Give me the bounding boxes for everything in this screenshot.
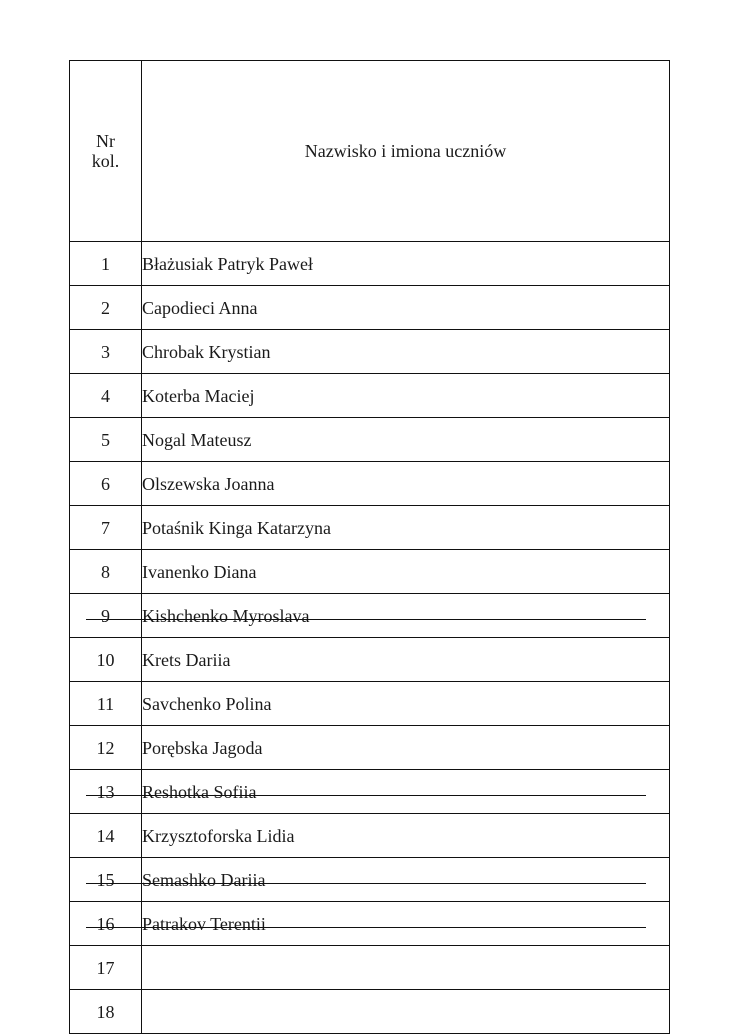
table-row xyxy=(70,374,670,418)
row-number: 2 xyxy=(70,286,142,330)
row-number: 10 xyxy=(70,638,142,682)
student-name: Reshotka Sofiia xyxy=(142,770,670,814)
table-row xyxy=(70,330,670,374)
row-number: 8 xyxy=(70,550,142,594)
row-number: 16 xyxy=(70,902,142,946)
row-number: 12 xyxy=(70,726,142,770)
nr-header-line-1: Nr xyxy=(96,131,115,151)
row-number: 3 xyxy=(70,330,142,374)
row-number: 17 xyxy=(70,946,142,990)
nr-header-line-2: kol. xyxy=(91,151,120,171)
student-roster-table xyxy=(69,60,670,1034)
student-name: Błażusiak Patryk Paweł xyxy=(142,242,670,286)
table-row xyxy=(70,990,670,1034)
table-row xyxy=(70,638,670,682)
student-name: Ivanenko Diana xyxy=(142,550,670,594)
table-row xyxy=(70,858,670,902)
student-name: Chrobak Krystian xyxy=(142,330,670,374)
student-name: Capodieci Anna xyxy=(142,286,670,330)
row-number: 1 xyxy=(70,242,142,286)
row-number: 9 xyxy=(70,594,142,638)
table-row xyxy=(70,770,670,814)
table-row xyxy=(70,286,670,330)
table-row xyxy=(70,902,670,946)
table-row xyxy=(70,418,670,462)
nr-column-header xyxy=(70,61,142,242)
table-row xyxy=(70,594,670,638)
student-name: Semashko Dariia xyxy=(142,858,670,902)
row-number: 7 xyxy=(70,506,142,550)
table-header-row xyxy=(70,61,670,242)
row-number: 18 xyxy=(70,990,142,1034)
student-name: Krzysztoforska Lidia xyxy=(142,814,670,858)
student-name: Potaśnik Kinga Katarzyna xyxy=(142,506,670,550)
student-name xyxy=(142,990,670,1034)
table-row xyxy=(70,682,670,726)
student-name xyxy=(142,946,670,990)
row-number: 6 xyxy=(70,462,142,506)
roster-body xyxy=(70,242,670,1034)
student-name: Kishchenko Myroslava xyxy=(142,594,670,638)
table-row xyxy=(70,242,670,286)
row-number: 4 xyxy=(70,374,142,418)
student-name: Porębska Jagoda xyxy=(142,726,670,770)
row-number: 13 xyxy=(70,770,142,814)
table-row xyxy=(70,814,670,858)
table-row xyxy=(70,726,670,770)
student-name: Patrakov Terentii xyxy=(142,902,670,946)
student-name: Koterba Maciej xyxy=(142,374,670,418)
row-number: 5 xyxy=(70,418,142,462)
row-number: 11 xyxy=(70,682,142,726)
table-row xyxy=(70,462,670,506)
table-row xyxy=(70,506,670,550)
student-name: Krets Dariia xyxy=(142,638,670,682)
student-name: Savchenko Polina xyxy=(142,682,670,726)
table-row xyxy=(70,946,670,990)
student-name: Olszewska Joanna xyxy=(142,462,670,506)
row-number: 15 xyxy=(70,858,142,902)
student-name: Nogal Mateusz xyxy=(142,418,670,462)
table-row xyxy=(70,550,670,594)
row-number: 14 xyxy=(70,814,142,858)
name-column-header: Nazwisko i imiona uczniów xyxy=(142,61,670,242)
